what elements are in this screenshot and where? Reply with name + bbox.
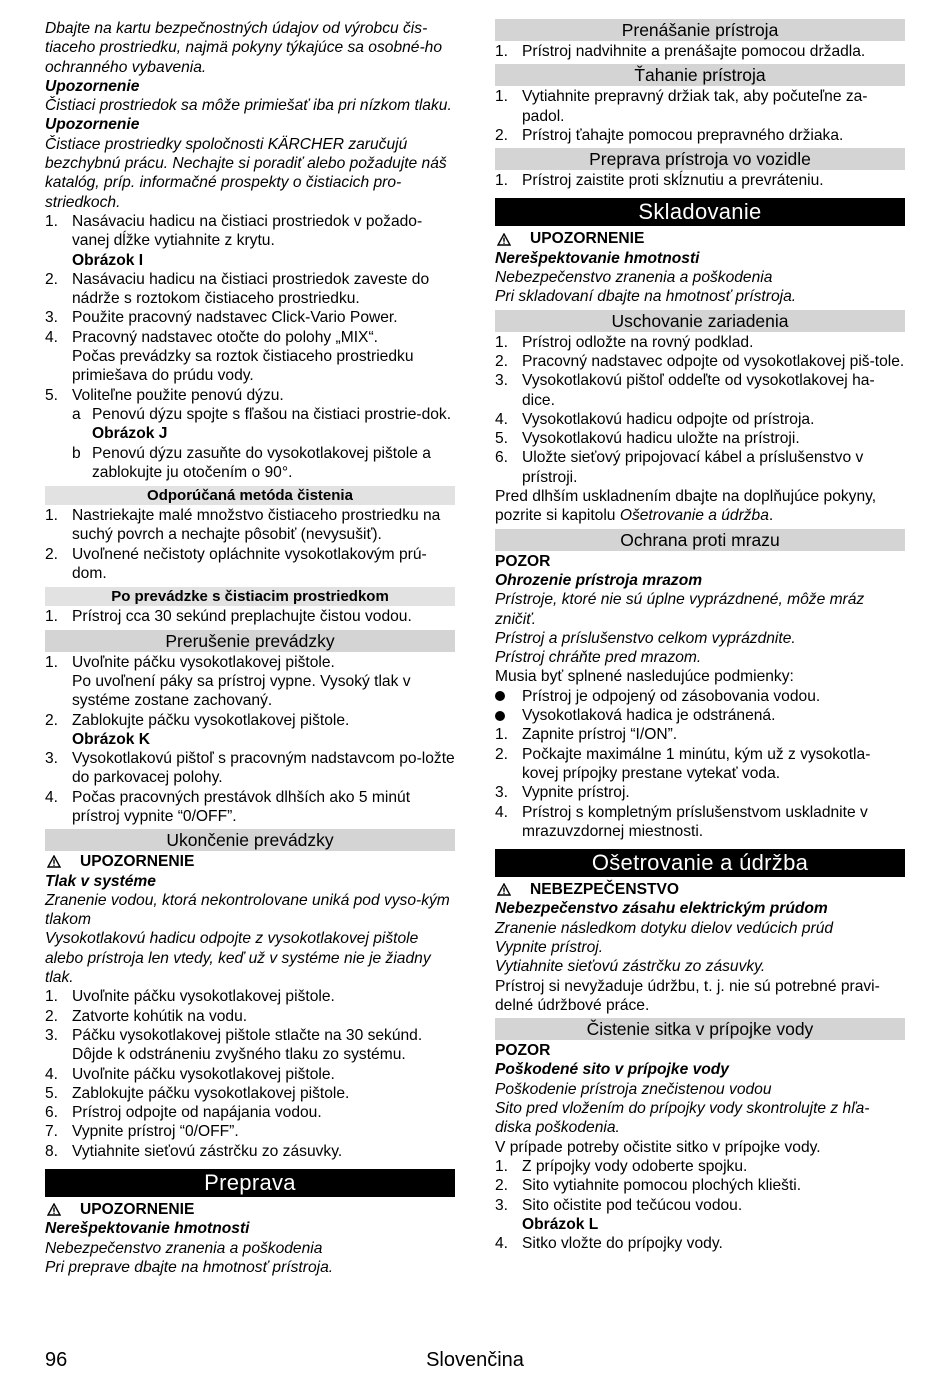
section-heading: Čistenie sitka v prípojke vody <box>495 1018 905 1040</box>
section-heading: Ťahanie prístroja <box>495 64 905 86</box>
list-item: 3. Vysokotlakovú pištoľ oddeľte od vysokotlakovej ha-dice. <box>495 372 875 409</box>
list-item: 1. Prístroj zaistite proti skĺznutiu a prevráteniu. <box>495 172 824 190</box>
warning-title: Ohrozenie prístroja mrazom <box>495 571 703 589</box>
list-item: 3. Vysokotlakovú pištoľ s pracovným nadstavcom po-ložte do parkovacej polohy. <box>45 750 455 787</box>
warning-triangle-icon <box>495 229 530 248</box>
warning-text: Zranenie následkom dotyku dielov vedúcich prúd <box>495 919 834 937</box>
list-item: 2. Uvoľnené nečistoty opláchnite vysokotlakovým prú-dom. <box>45 545 427 583</box>
danger-label: NEBEZPEČENSTVO <box>495 880 905 899</box>
section-heading: Ukončenie prevádzky <box>45 829 455 851</box>
section-heading: Preprava prístroja vo vozidle <box>495 148 905 170</box>
figure-reference: Obrázok J <box>92 425 168 443</box>
warning-title: Poškodené sito v prípojke vody <box>495 1061 729 1079</box>
warning-text: Sito pred vložením do prípojky vody skontrolujte z hľa-diska poškodenia. <box>495 1100 870 1137</box>
warning-text: Vysokotlakovú hadicu odpojte z vysokotlakovej pištole alebo prístroja len vtedy, keď už v systéme nie je žiadny tlak. <box>45 930 431 987</box>
list-item-note: Počas prevádzky sa roztok čistiaceho prostriedku primiešava do prúdu vody. <box>72 348 414 385</box>
warning-triangle-icon <box>45 852 80 871</box>
list-item: 1. Nastriekajte malé množstvo čistiaceho prostriedku na suchý povrch a nechajte pôsobiť (nevysušiť). <box>45 507 441 544</box>
language-label: Slovenčina <box>426 1349 524 1371</box>
list-item: 2. Nasávaciu hadicu na čistiaci prostriedok zaveste do nádrže s roztokom čistiaceho prostriedku. <box>45 270 430 308</box>
figure-reference: Obrázok I <box>72 251 144 269</box>
warning-label: UPOZORNENIE <box>495 229 905 248</box>
sub-list-item: a Penovú dýzu spojte s fľašou na čistiaci prostrie-dok. <box>72 405 452 423</box>
list-item: 5. Vysokotlakovú hadicu uložte na prístroji. <box>495 430 800 448</box>
list-item: 8. Vytiahnite sieťovú zástrčku zo zásuvky. <box>45 1142 343 1160</box>
warning-title: Nerešpektovanie hmotnosti <box>495 249 700 267</box>
warning-text: Prístroje, ktoré nie sú úplne vyprázdnené, môže mráz zničiť. <box>495 591 865 628</box>
list-item: 2. Prístroj ťahajte pomocou prepravného držiaka. <box>495 126 844 144</box>
intro-text: Dbajte na kartu bezpečnostných údajov od výrobcu čis-tiaceho prostriedku, najmä pokyny týkajúce sa osobné-ho ochranného vybavenia. <box>45 20 443 76</box>
list-item: 4. Sitko vložte do prípojky vody. <box>495 1235 723 1253</box>
warning-label: UPOZORNENIE <box>45 1200 455 1219</box>
list-item: 1. Prístroj odložte na rovný podklad. <box>495 333 754 351</box>
list-item: 1. Prístroj cca 30 sekúnd preplachujte čistou vodou. <box>45 608 412 626</box>
note-heading: Upozornenie <box>45 116 140 134</box>
warning-triangle-icon <box>45 1200 80 1219</box>
list-item: 7. Vypnite prístroj “0/OFF”. <box>45 1123 239 1141</box>
warning-title: Tlak v systéme <box>45 872 156 890</box>
section-heading: Uschovanie zariadenia <box>495 310 905 332</box>
warning-text: Pri skladovaní dbajte na hmotnosť prístroja. <box>495 288 797 306</box>
warning-text: Nebezpečenstvo zranenia a poškodenia <box>45 1239 323 1257</box>
conditions-intro: Musia byť splnené nasledujúce podmienky: <box>495 668 794 686</box>
list-item: 4. Uvoľnite páčku vysokotlakovej pištole. <box>45 1065 335 1083</box>
caution-label: POZOR <box>495 552 551 570</box>
left-column <box>45 19 455 1277</box>
list-item: 2. Zablokujte páčku vysokotlakovej pištole. <box>45 711 350 729</box>
bullet-item: Vysokotlaková hadica je odstránená. <box>495 706 905 725</box>
list-item: 1. Zapnite prístroj “I/ON”. <box>495 726 678 744</box>
warning-label: UPOZORNENIE <box>45 852 455 871</box>
list-item: 6. Uložte sieťový pripojovací kábel a príslušenstvo v prístroji. <box>495 449 864 486</box>
list-item: 1. Uvoľnite páčku vysokotlakovej pištole. <box>45 988 335 1006</box>
bullet-item: Prístroj je odpojený od zásobovania vodou. <box>495 687 905 706</box>
list-item: 2. Sito vytiahnite pomocou plochých kliešti. <box>495 1177 802 1195</box>
list-item: 2. Počkajte maximálne 1 minútu, kým už z vysokotla-kovej prípojky prestane vytekať voda. <box>495 745 871 782</box>
warning-title: Nebezpečenstvo zásahu elektrickým prúdom <box>495 900 828 918</box>
subsection-heading: Po prevádzke s čistiacim prostriedkom <box>45 587 455 606</box>
list-item: 1. Nasávaciu hadicu na čistiaci prostriedok v požado-vanej dĺžke vytiahnite z krytu. <box>45 212 423 250</box>
list-item: 4. Počas pracovných prestávok dlhších ako 5 minút prístroj vypnite “0/OFF”. <box>45 788 411 825</box>
list-item-note: Po uvoľnení páky sa prístroj vypne. Vysoký tlak v systéme zostane zachovaný. <box>72 672 411 710</box>
right-column <box>495 19 905 1253</box>
note-text: Čistiace prostriedky spoločnosti KÄRCHER zaručujú bezchybnú prácu. Nechajte si poradiť alebo požadujte náš katalóg, príp. informačné prospekty o čistiacich pro-striedkoch. <box>45 135 447 211</box>
figure-reference: Obrázok L <box>522 1215 599 1233</box>
chapter-heading: Ošetrovanie a údržba <box>495 849 905 877</box>
list-item: 5. Voliteľne použite penovú dýzu. <box>45 386 284 404</box>
warning-text: Vytiahnite sieťovú zástrčku zo zásuvky. <box>495 958 766 976</box>
storage-note: Pred dlhším uskladnením dbajte na doplňujúce pokyny, pozrite si kapitolu Ošetrovanie a údržba. <box>495 488 877 525</box>
list-item: 1. Prístroj nadvihnite a prenášajte pomocou držadla. <box>495 43 866 60</box>
list-item: 3. Sito očistite pod tečúcou vodou. <box>495 1196 743 1214</box>
list-item: 4. Prístroj s kompletným príslušenstvom uskladnite v mrazuvzdornej miestnosti. <box>495 803 868 840</box>
note-heading: Upozornenie <box>45 77 140 95</box>
list-item: 2. Pracovný nadstavec odpojte od vysokotlakovej piš-tole. <box>495 352 905 370</box>
subsection-heading: Odporúčaná metóda čistenia <box>45 486 455 505</box>
list-item: 1. Vytiahnite prepravný držiak tak, aby počuteľne za-padol. <box>495 88 868 125</box>
list-item: 3. Vypnite prístroj. <box>495 784 630 802</box>
note-text: Čistiaci prostriedok sa môže primiešať iba pri nízkom tlaku. <box>45 97 452 115</box>
list-item: 3. Použite pracovný nadstavec Click-Vario Power. <box>45 309 398 327</box>
bullet-icon <box>495 691 505 701</box>
list-item-note: Dôjde k odstráneniu zvyšného tlaku zo systému. <box>72 1046 406 1064</box>
warning-title: Nerešpektovanie hmotnosti <box>45 1220 250 1238</box>
bullet-icon <box>495 711 505 721</box>
section-heading: Prerušenie prevádzky <box>45 630 455 652</box>
list-item: 4. Pracovný nadstavec otočte do polohy „MIX“. <box>45 328 378 346</box>
warning-text: Zranenie vodou, ktorá nekontrolovane uniká pod vyso-kým tlakom <box>45 891 450 929</box>
section-heading: Ochrana proti mrazu <box>495 529 905 551</box>
warning-text: Poškodenie prístroja znečistenou vodou <box>495 1080 772 1098</box>
section-heading: Prenášanie prístroja <box>495 19 905 41</box>
list-item: 1. Uvoľnite páčku vysokotlakovej pištole. <box>45 653 335 671</box>
list-item: 1. Z prípojky vody odoberte spojku. <box>495 1157 748 1175</box>
page-number: 96 <box>45 1349 68 1371</box>
warning-text: Prístroj chráňte pred mrazom. <box>495 649 702 667</box>
list-item: 5. Zablokujte páčku vysokotlakovej pištole. <box>45 1084 350 1102</box>
list-item: 2. Zatvorte kohútik na vodu. <box>45 1007 248 1025</box>
list-item: 6. Prístroj odpojte od napájania vodou. <box>45 1104 322 1122</box>
figure-reference: Obrázok K <box>72 730 150 748</box>
chapter-reference: Ošetrovanie a údržba <box>619 507 769 525</box>
warning-text: Pri preprave dbajte na hmotnosť prístroja. <box>45 1258 334 1276</box>
warning-text: Nebezpečenstvo zranenia a poškodenia <box>495 269 773 287</box>
sieve-intro: V prípade potreby očistite sitko v prípojke vody. <box>495 1138 821 1156</box>
caution-label: POZOR <box>495 1042 551 1060</box>
chapter-heading: Preprava <box>45 1169 455 1197</box>
warning-text: Vypnite prístroj. <box>495 938 604 956</box>
warning-triangle-icon <box>495 880 530 899</box>
sub-list-item: b Penovú dýzu zasuňte do vysokotlakovej pištole a zablokujte ju otočením o 90°. <box>72 444 431 481</box>
list-item: 4. Vysokotlakovú hadicu odpojte od prístroja. <box>495 410 815 428</box>
list-item: 3. Páčku vysokotlakovej pištole stlačte na 30 sekúnd. <box>45 1026 423 1044</box>
maintenance-note: Prístroj si nevyžaduje údržbu, t. j. nie sú potrebné pravi-delné údržbové práce. <box>495 977 880 1014</box>
chapter-heading: Skladovanie <box>495 198 905 226</box>
warning-text: Prístroj a príslušenstvo celkom vyprázdnite. <box>495 629 796 647</box>
